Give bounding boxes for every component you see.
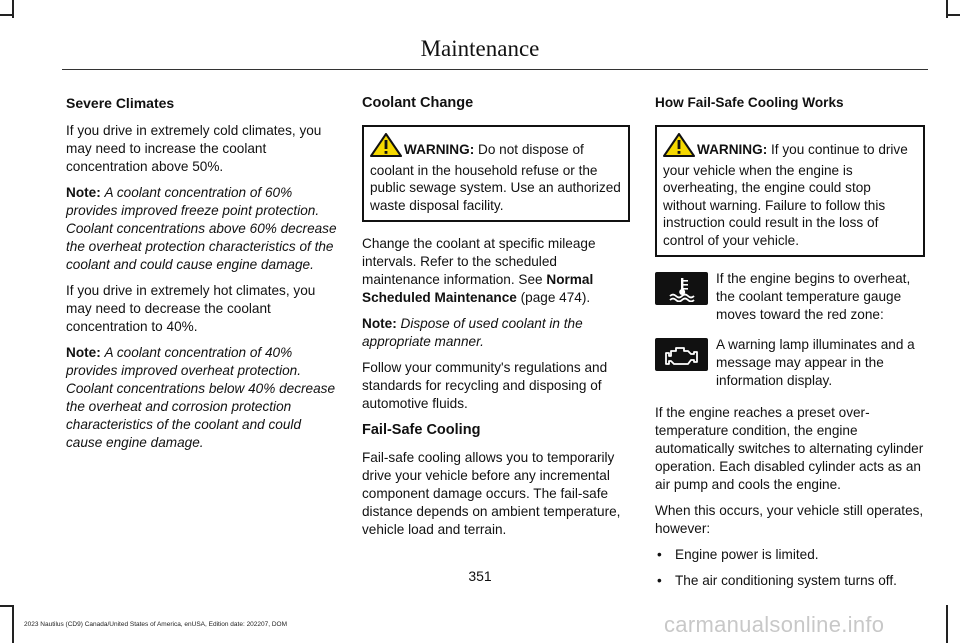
section-heading: Fail-Safe Cooling <box>362 422 481 438</box>
note-text: A coolant concentration of 60% provides improved freeze point protection. Coolant concentrations above 60% decrease the overheat protection characteristics of the coolant and could cause engine damage. <box>66 185 337 272</box>
note-text: Dispose of used coolant in the appropriate manner. <box>362 316 583 349</box>
icon-row <box>655 336 925 390</box>
icon-description: A warning lamp illuminates and a message may appear in the information display. <box>716 337 915 388</box>
section-heading: Severe Climates <box>66 95 175 111</box>
crop-mark <box>0 605 14 607</box>
crop-mark <box>0 14 14 16</box>
icon-description: If the engine begins to overheat, the coolant temperature gauge moves toward the red zone: <box>716 271 911 322</box>
paragraph: When this occurs, your vehicle still operates, however: <box>655 503 924 536</box>
footer-text: 2023 Nautilus (CD9) Canada/United States of America, enUSA, Edition date: 202207, DOM <box>24 621 288 628</box>
note <box>66 344 338 452</box>
warning-text: Do not dispose of coolant in the household refuse or the public sewage system. Use an authorized waste disposal facility. <box>370 142 621 213</box>
paragraph: Follow your community's regulations and standards for recycling and disposing of automotive fluids. <box>362 360 608 411</box>
warning-label: WARNING: <box>697 142 768 157</box>
icon-row <box>655 270 925 324</box>
page-number: 351 <box>468 568 492 584</box>
column-coolant-change <box>362 94 630 547</box>
warning-box <box>362 125 630 222</box>
paragraph: If you drive in extremely hot climates, you may need to decrease the coolant concentration to 40%. <box>66 283 316 334</box>
note-label: Note: <box>66 345 101 360</box>
note <box>362 315 630 351</box>
list-item: • Engine power is limited. <box>655 546 925 564</box>
column-fail-safe-cooling <box>655 94 925 598</box>
note-label: Note: <box>362 316 397 331</box>
paragraph: If the engine reaches a preset over-temperature condition, the engine automatically switches to alternating cylinder operation. Each disabled cylinder acts as an air pump and cools the engine. <box>655 405 924 492</box>
paragraph <box>362 235 630 307</box>
watermark: carmanualsonline.info <box>664 612 885 637</box>
warning-label: WARNING: <box>404 142 475 157</box>
warning-text: If you continue to drive your vehicle when the engine is overheating, the engine could stop without warning. Failure to follow this instruction could result in the loss of control of your vehicle. <box>663 142 908 248</box>
crop-mark <box>12 605 14 643</box>
paragraph-text: Change the coolant at specific mileage intervals. Refer to the scheduled maintenance information. See <box>362 236 596 287</box>
section-heading: Coolant Change <box>362 95 474 111</box>
note-text: A coolant concentration of 40% provides improved overheat protection. Coolant concentrations below 40% decrease the overheat and corrosion protection characteristics of the coolant and could cause engine damage. <box>66 345 336 450</box>
note <box>66 184 338 274</box>
paragraph-text: (page 474). <box>516 290 591 305</box>
warning-box <box>655 125 925 257</box>
coolant-temperature-icon <box>655 272 708 305</box>
column-severe-climates <box>66 94 338 460</box>
crop-mark <box>946 14 960 16</box>
crop-mark <box>946 605 948 643</box>
cross-reference-link[interactable]: Normal Scheduled Maintenance <box>362 272 594 305</box>
note-label: Note: <box>66 185 101 200</box>
warning-triangle-icon <box>370 133 402 162</box>
check-engine-icon <box>655 338 708 371</box>
paragraph: Fail-safe cooling allows you to temporarily drive your vehicle before any incremental component damage occurs. The fail-safe distance depends on ambient temperature, vehicle load and terrain. <box>362 450 621 537</box>
paragraph: If you drive in extremely cold climates, you may need to increase the coolant concentration above 50%. <box>66 123 322 174</box>
section-heading: How Fail-Safe Cooling Works <box>655 95 844 110</box>
header-divider <box>62 69 928 70</box>
list-item: • The air conditioning system turns off. <box>655 572 925 590</box>
page-title: Maintenance <box>420 36 540 61</box>
warning-triangle-icon <box>663 133 695 162</box>
